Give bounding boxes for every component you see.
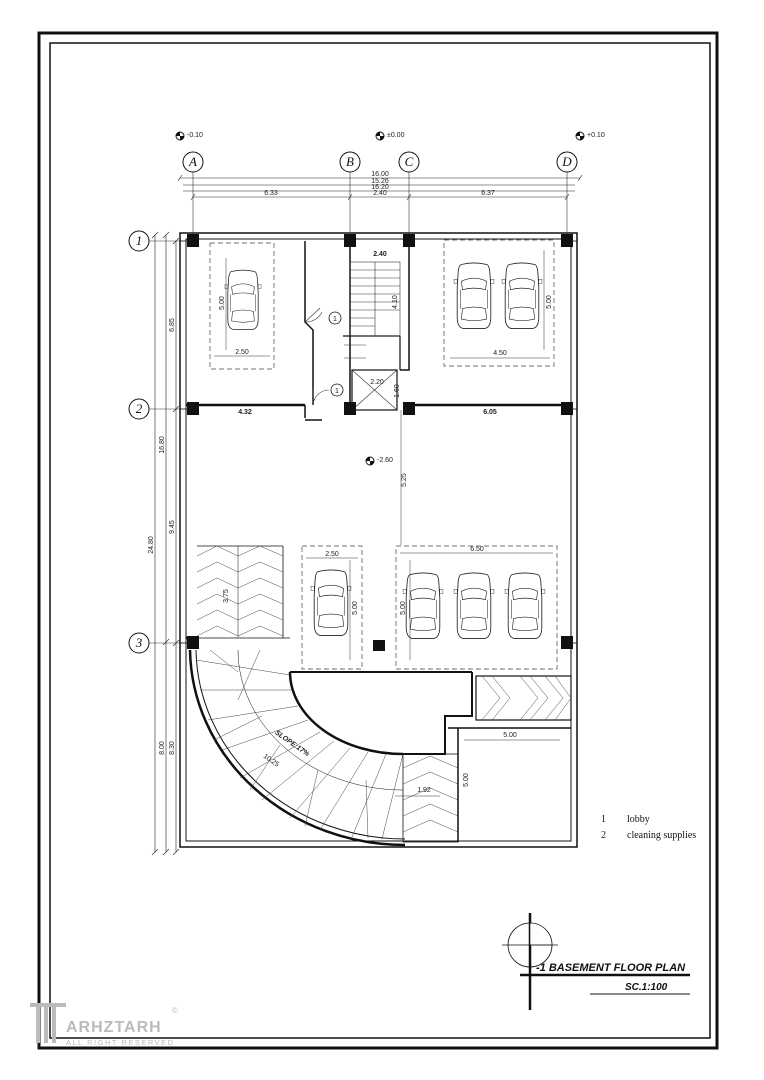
- parking-spot-d: [444, 240, 554, 366]
- axis-label-a: A: [189, 154, 197, 169]
- cleaning-room: [448, 676, 571, 842]
- dim-ab: 6.33: [264, 190, 278, 197]
- dim-ramp-top: 3.75: [223, 589, 230, 603]
- level-label-c: +0.10: [587, 132, 605, 139]
- dim-row-3-end-2: 8.30: [169, 741, 176, 755]
- dim-spot-a-width: 2.50: [235, 349, 249, 356]
- axis-label-3: 3: [135, 635, 143, 650]
- dim-spot-a-length: 5.00: [219, 296, 226, 310]
- dim-wall-left: 4.32: [238, 409, 252, 416]
- dim-spot-d-length: 5.00: [546, 295, 553, 309]
- axis-label-d: D: [562, 154, 572, 169]
- level-label-a: -0.10: [187, 132, 203, 139]
- dim-stair-length: 4.10: [392, 295, 399, 309]
- axis-label-b: B: [346, 154, 354, 169]
- room-tag-2-label: 1: [335, 388, 339, 395]
- axis-column-d: [557, 152, 577, 232]
- dim-stair-width: 2.40: [373, 251, 387, 258]
- dim-row-1-3: 16.80: [159, 436, 166, 454]
- plan-scale: SC.1:100: [625, 982, 668, 993]
- axis-label-c: C: [404, 154, 414, 169]
- room-tag-2: [331, 384, 343, 396]
- parking-spot-right: [396, 546, 557, 669]
- legend: [601, 814, 696, 841]
- axis-row-3: [129, 633, 183, 653]
- dim-cd: 6.37: [481, 190, 495, 197]
- plan-title: -1 BASEMENT FLOOR PLAN: [536, 962, 686, 974]
- ramp-slope-label: SLOPE:17%: [273, 729, 311, 759]
- dim-total-depth: 24.80: [148, 536, 155, 554]
- dim-inner-width-1: 15.26: [371, 178, 389, 185]
- dim-row-3-end: 8.00: [159, 741, 166, 755]
- level-marker-a: [176, 132, 203, 140]
- axis-column-a: [183, 152, 203, 232]
- axis-label-2: 2: [135, 401, 143, 416]
- legend-label-2: cleaning supplies: [627, 830, 697, 841]
- level-marker-c: [576, 132, 605, 140]
- dim-row-1-2: 6.85: [169, 318, 176, 332]
- dim-wall-right: 6.05: [483, 409, 497, 416]
- axis-column-b: [340, 152, 360, 232]
- axis-row-2: [129, 399, 183, 419]
- title-block: [520, 962, 690, 994]
- level-label-b: ±0.00: [387, 132, 405, 139]
- dim-ramp-width: 1.92: [417, 787, 431, 794]
- dim-spot-d-width: 4.50: [493, 350, 507, 357]
- door-swings: [305, 308, 329, 405]
- brand-rights: ALL RIGHT RESERVED: [66, 1038, 175, 1047]
- dim-room-width: 5.00: [503, 732, 517, 739]
- axis-label-1: 1: [135, 233, 143, 248]
- axis-column-c: [399, 152, 419, 232]
- brand-logo: [30, 1003, 178, 1047]
- level-marker-b: [376, 132, 405, 140]
- dim-spot-mid-width: 2.50: [325, 551, 339, 558]
- dim-spot-right-length: 5.00: [400, 601, 407, 615]
- dim-elevator-width: 2.20: [370, 379, 384, 386]
- level-marker-center: [366, 457, 393, 465]
- room-tag-1-label: 1: [333, 316, 337, 323]
- dim-room-depth: 5.00: [463, 773, 470, 787]
- dim-elevator-depth: 1.60: [394, 384, 401, 398]
- dim-bc: 2.40: [373, 190, 387, 197]
- level-label-center: -2.60: [377, 457, 393, 464]
- legend-label-1: lobby: [627, 814, 650, 825]
- dim-ramp-radius: 10.25: [261, 752, 281, 769]
- legend-num-1: 1: [601, 814, 606, 825]
- dim-row-2-3: 9.45: [169, 520, 176, 534]
- dim-overall-width: 16.00: [371, 171, 389, 178]
- room-tag-1: [329, 312, 341, 324]
- dim-spot-mid-length: 5.00: [352, 601, 359, 615]
- dim-inner-width-2: 16.20: [371, 184, 389, 191]
- brand-name: ARHZTARH: [66, 1019, 162, 1036]
- brand-copyright: ©: [172, 1006, 178, 1015]
- dim-spot-right-width: 6.50: [470, 546, 484, 553]
- legend-num-2: 2: [601, 830, 606, 841]
- dim-aisle: 5.25: [401, 473, 408, 487]
